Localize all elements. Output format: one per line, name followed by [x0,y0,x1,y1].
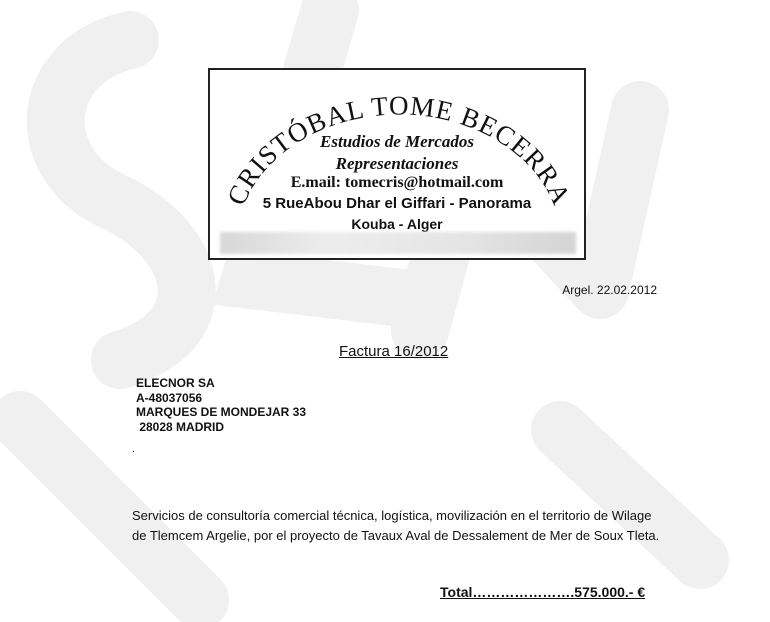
client-street: MARQUES DE MONDEJAR 33 [136,405,307,419]
invoice-total: Total………………….575.000.- € [440,584,646,600]
stamp-address: 5 RueAbou Dhar el Giffari - Panorama [262,195,532,212]
stamp-city: Kouba - Alger [351,216,443,232]
redacted-area [220,232,576,254]
stamp-line-studies: Estudios de Mercados [320,132,474,151]
service-description: Servicios de consultoría comercial técnica, logística, movilización en el territorio de Wilage de Tlemcem Argelie, por el proyecto de Tavaux Aval de Dessalement de Mer de Soux Tleta. [132,508,660,543]
stamp-line-representations: Representaciones [335,154,459,173]
invoice-date: Argel. 22.02.2012 [562,283,657,297]
client-city: 28028 MADRID [136,419,225,434]
client-address-block [136,376,306,434]
client-name: ELECNOR SA [136,376,215,390]
client-tax-id: A-48037056 [136,390,203,405]
company-stamp [208,68,586,260]
stray-mark: . [132,444,135,455]
stamp-company-name: CRISTÓBAL TOME BECERRA [221,90,577,210]
stamp-email: E.mail: tomecris@hotmail.com [290,174,504,191]
invoice-title: Factura 16/2012 [339,343,449,360]
